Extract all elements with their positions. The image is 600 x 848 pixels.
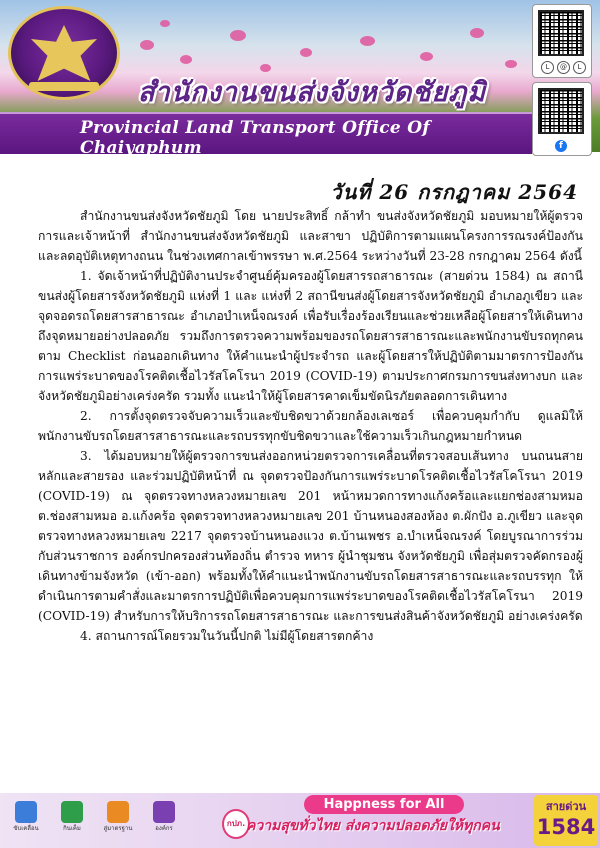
footer-logo-label: สู่มาตรฐาน	[103, 825, 133, 832]
footer-logo-label: กินเค็ม	[63, 825, 81, 832]
office-title-english: Provincial Land Transport Office Of Chaiyaphum	[80, 118, 430, 158]
facebook-qr-panel[interactable]	[532, 82, 592, 156]
emblem-icon	[31, 25, 97, 81]
line-icon: L	[541, 61, 554, 74]
flower-decoration	[180, 55, 192, 64]
flower-decoration	[140, 40, 154, 50]
line-icon: L	[573, 61, 586, 74]
office-title-thai: สำนักงานขนส่งจังหวัดชัยภูมิ	[137, 77, 487, 108]
flower-decoration	[505, 60, 517, 68]
logo-icon	[107, 801, 129, 823]
footer-logo-label: ขับเคลื่อน	[13, 825, 39, 832]
facebook-icon: f	[555, 140, 567, 152]
line-icon: @	[557, 61, 570, 74]
flower-decoration	[470, 28, 484, 38]
footer-logo-label: องค์กร	[155, 825, 173, 832]
flower-decoration	[360, 36, 375, 46]
flower-decoration	[160, 20, 170, 27]
logo-icon	[15, 801, 37, 823]
paragraph-item-1: 1. จัดเจ้าหน้าที่ปฏิบัติงานประจำศูนย์คุ้มครองผู้โดยสารรถสาธารณะ (สายด่วน 1584) ณ สถานีขนส่งผู้โดยสารจังหวัดชัยภูมิ แห่งที่ 1 และ แห่งที่ 2 สถานีขนส่งผู้โดยสารจังหวัดชัยภูมิ อำเภอภูเขียว และจุดจอดรถโดยสารสาธารณะ อำเภอบำเหน็จณรงค์ เพื่อรับเรื่องร้องเรียนและช่วยเหลือผู้โดยสารให้เดินทางถึงจุดหมายอย่างปลอดภัย รวมถึงการตรวจความพร้อมของรถโดยสารสาธารณะและพนักงานขับรถทุกคนตาม Checklist ก่อนออกเดินทาง ให้คำแนะนำผู้ประจำรถ และผู้โดยสารให้ปฏิบัติตามมาตรการป้องกันการแพร่ระบาดของโรคติดเชื้อไวรัสโคโรนา 2019 (COVID-19) ตามประกาศกรมการขนส่งทางบก และจังหวัดชัยภูมิอย่างเคร่งครัด รวมทั้ง แนะนำให้ผู้โดยสารคาดเข็มขัดนิรภัยตลอดการเดินทาง	[38, 269, 583, 403]
hotline-badge[interactable]	[534, 795, 598, 846]
footer-banner	[0, 793, 600, 848]
paragraph-item-2: 2. การตั้งจุดตรวจจับความเร็วและขับชิดขวาด้วยกล้องเลเซอร์ เพื่อควบคุมกำกับ ดูแลมิให้พนักงานขับรถโดยสารสาธารณะและรถบรรทุกขับชิดขวาและใช้ความเร็วเกินกฎหมายกำหนด	[38, 409, 583, 443]
qr-code-icon	[538, 88, 584, 134]
document-body	[38, 206, 583, 646]
footer-logo	[8, 801, 44, 841]
footer-logo	[54, 801, 90, 841]
footer-logo	[146, 801, 182, 841]
footer-logo	[100, 801, 136, 841]
paragraph-item-3: 3. ได้มอบหมายให้ผู้ตรวจการขนส่งออกหน่วยตรวจการเคลื่อนที่ตรวจสอบเส้นทาง บนถนนสายหลักและสายรอง และร่วมปฏิบัติหน้าที่ ณ จุดตรวจป้องกันการแพร่ระบาดโรคติดเชื้อไวรัสโคโรนา 2019 (COVID-19) ณ จุดตรวจทางหลวงหมายเลข 201 หน้าหมวดการทางแก้งคร้อและแยกช่องสามหมอ ต.ช่องสามหมอ อ.แก้งคร้อ จุดตรวจทางหลวงหมายเลข 201 บ้านหนองสองห้อง ต.ผักปัง อ.ภูเขียว และจุดตรวจทางหลวงหมายเลข 2217 จุดตรวจบ้านหนองแวง ต.บ้านเพชร อ.บำเหน็จณรงค์ โดยบูรณาการร่วมกับส่วนราชการ องค์กรปกครองส่วนท้องถิ่น ตำรวจ ทหาร ผู้นำชุมชน จังหวัดชัยภูมิ เพื่อสุ่มตรวจคัดกรองผู้เดินทางข้ามจังหวัด (เข้า-ออก) พร้อมทั้งให้คำแนะนำพนักงานขับรถโดยสารสาธารณะและรถบรรทุก ให้ดำเนินการตามคำสั่งและมาตรการปฏิบัติเพื่อควบคุมการแพร่ระบาดของโรคติดเชื้อไวรัสโคโรนา 2019 (COVID-19) สำหรับการให้บริการรถโดยสารสาธารณะ และการขนส่งสินค้าจังหวัดชัยภูมิ อย่างเคร่งครัด	[38, 449, 583, 623]
paragraph-intro: สำนักงานขนส่งจังหวัดชัยภูมิ โดย นายประสิทธิ์ กล้าทำ ขนส่งจังหวัดชัยภูมิ มอบหมายให้ผู้ตรวจการและเจ้าหน้าที่ สำนักงานขนส่งจังหวัดชัยภูมิ และสาขา ปฏิบัติการตามแผนโครงการรณรงค์ป้องกันและลดอุบัติเหตุทางถนน ในช่วงเทศกาลเข้าพรรษา พ.ศ.2564 ระหว่างวันที่ 23-28 กรกฎาคม 2564 ดังนี้	[38, 209, 583, 263]
hotline-number: 1584	[536, 815, 596, 839]
logo-icon	[153, 801, 175, 823]
campaign-english: Happness for All	[304, 795, 464, 814]
logo-icon	[61, 801, 83, 823]
department-logo	[8, 6, 120, 100]
flower-decoration	[420, 52, 433, 61]
flower-decoration	[300, 48, 312, 57]
paragraph-item-4: 4. สถานการณ์โดยรวมในวันนี้ปกติ ไม่มีผู้โดยสารตกค้าง	[80, 629, 374, 643]
campaign-thai: ความสุขทั่วไทย ส่งความปลอดภัยให้ทุกคน	[246, 818, 500, 834]
document-date: วันที่ 26 กรกฎาคม 2564	[330, 180, 578, 204]
logo-ribbon	[29, 82, 99, 91]
mascot-icon: กปภ.	[222, 809, 250, 839]
line-qr-panel[interactable]	[532, 4, 592, 78]
hotline-label: สายด่วน	[545, 800, 587, 813]
flower-decoration	[230, 30, 246, 41]
qr-code-icon	[538, 10, 584, 56]
